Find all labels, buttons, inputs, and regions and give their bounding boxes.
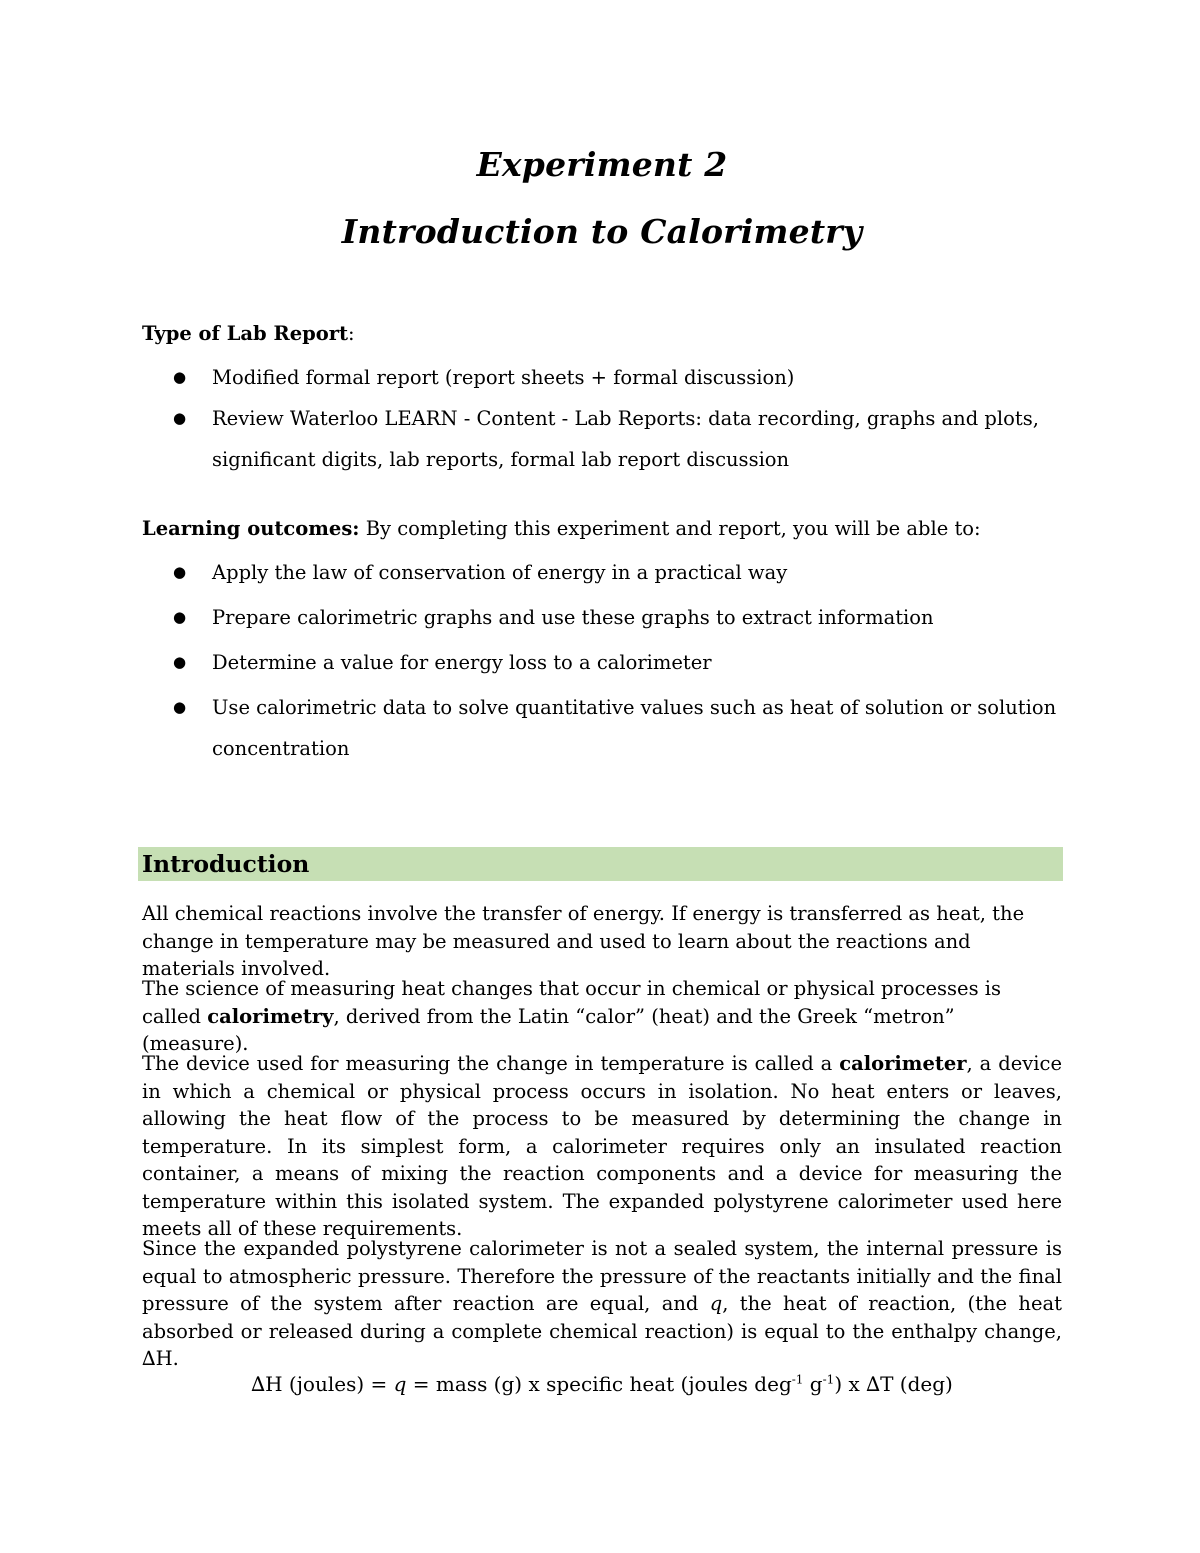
- intro-paragraph-4: [142, 1235, 1062, 1373]
- intro-p3-text-b: , a device in which a chemical or physical process occurs in isolation. No heat enters or leaves, allowing the heat flow of the process to be measured by determining the change in temperature. In its simplest form, a calorimeter requires only an insulated reaction container, a means of mixing the reaction components and a device for measuring the temperature within this isolated system. The expanded polystyrene calorimeter used here meets all of these requirements.: [142, 1052, 1062, 1240]
- introduction-heading: Introduction: [142, 850, 310, 878]
- list-item: [142, 642, 1062, 683]
- calorimetry-term: calorimetry: [207, 1004, 334, 1028]
- formula-part-3: g: [803, 1372, 823, 1396]
- intro-p3-text-a: The device used for measuring the change in temperature is called a: [142, 1052, 840, 1075]
- report-type-label-text: Type of Lab Report: [142, 322, 349, 345]
- formula-q: q: [393, 1372, 407, 1396]
- list-item-text: Apply the law of conservation of energy in a practical way: [212, 561, 788, 584]
- experiment-number-title: Experiment 2: [476, 145, 728, 184]
- intro-p2-text-b: , derived from the Latin “calor” (heat) and the Greek “metron” (measure).: [142, 1004, 955, 1055]
- list-item-text: Review Waterloo LEARN - Content - Lab Reports: data recording, graphs and plots, significant digits, lab reports, formal lab report discussion: [212, 407, 1039, 471]
- bullet-icon: ●: [173, 368, 187, 386]
- list-item: [142, 357, 1062, 398]
- intro-p4-text-a: Since the expanded polystyrene calorimeter is not a sealed system, the internal pressure is equal to atmospheric pressure. Therefore the pressure of the reactants initially and the final pressure of the system after reaction are equal, and: [142, 1237, 1062, 1315]
- bullet-icon: ●: [173, 608, 187, 626]
- list-item: [142, 687, 1062, 769]
- list-item-text: Use calorimetric data to solve quantitative values such as heat of solution or solution concentration: [212, 696, 1057, 760]
- formula-part-1: ∆H (joules) =: [251, 1372, 394, 1396]
- list-item-text: Prepare calorimetric graphs and use these graphs to extract information: [212, 606, 934, 629]
- calorimeter-term: calorimeter: [839, 1052, 967, 1075]
- bullet-icon: ●: [173, 653, 187, 671]
- report-type-list: [142, 357, 1062, 480]
- bullet-icon: ●: [173, 409, 187, 427]
- list-item: [142, 552, 1062, 593]
- learning-outcomes-text: By completing this experiment and report, you will be able to:: [359, 517, 981, 540]
- learning-outcomes-line: [142, 517, 981, 540]
- experiment-name-title: Introduction to Calorimetry: [341, 212, 863, 251]
- intro-p4-text-b: , the heat of reaction, (the heat absorbed or released during a complete chemical reaction) is equal to the enthalpy change, ∆H.: [142, 1292, 1062, 1370]
- list-item: [142, 597, 1062, 638]
- list-item: [142, 398, 1062, 480]
- intro-paragraph-2: [142, 975, 1062, 1058]
- heat-symbol-q: q: [709, 1292, 723, 1315]
- report-type-label: [142, 322, 355, 345]
- enthalpy-formula: [142, 1372, 1062, 1396]
- bullet-icon: ●: [173, 563, 187, 581]
- learning-outcomes-label: Learning outcomes:: [142, 517, 360, 540]
- intro-p2-text-a: The science of measuring heat changes that occur in chemical or physical processes is called: [142, 977, 1002, 1028]
- formula-part-4: ) x ∆T (deg): [834, 1372, 953, 1396]
- formula-sup-1: -1: [791, 1372, 804, 1387]
- list-item-text: Determine a value for energy loss to a calorimeter: [212, 651, 712, 674]
- intro-paragraph-3: [142, 1050, 1062, 1243]
- formula-sup-2: -1: [822, 1372, 835, 1387]
- report-type-colon: :: [348, 322, 355, 345]
- introduction-heading-bar: [138, 847, 1063, 881]
- list-item-text: Modified formal report (report sheets + formal discussion): [212, 366, 795, 389]
- intro-paragraph-1: All chemical reactions involve the transfer of energy. If energy is transferred as heat, the change in temperature may be measured and used to learn about the reactions and materials involved.: [142, 902, 1025, 980]
- learning-outcomes-list: [142, 552, 1062, 773]
- bullet-icon: ●: [173, 698, 187, 716]
- formula-part-2: = mass (g) x specific heat (joules deg: [406, 1372, 792, 1396]
